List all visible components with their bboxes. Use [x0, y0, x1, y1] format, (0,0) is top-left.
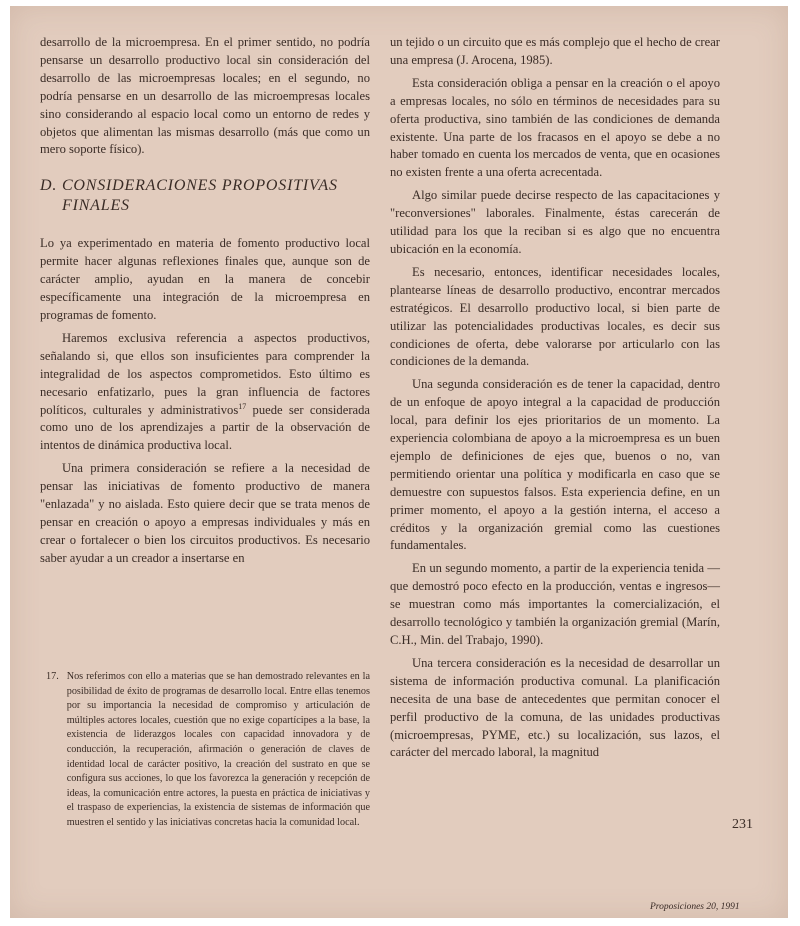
footnote-text: Nos referimos con ello a materias que se han demostrado relevantes en la posibilidad de éxito de programas de desarrollo local. Entre ellas tenemos por su importancia la necesidad de compromiso y articulación de múltiples actores locales, cuestión que no exige copartícipes a la base, la existencia de liderazgos locales con capacidad innovadora y de conducción, la recuperación, afirmación o generación de claves de identidad local de carácter positivo, la creación del sustrato en que se configura sus acciones, lo que los favorezca la generación y recepción de ideas, la comunicación entre actores, la puesta en práctica de iniciativas y el traspaso de experiencias, la existencia de sistemas de información que muestren el sentido y las iniciativas concretas hacia la comunidad local. [66, 671, 370, 828]
paragraph: desarrollo de la microempresa. En el primer sentido, no podría pensarse un desarrollo productivo local sin consideración del desarrollo de las microempresas locales; en el segundo, no podría pensarse en un desarrollo de las microempresas locales sino considerando al espacio local como un entorno de redes y objetos que alimentan las mismas desarrollo (más que como un mero soporte físico). [40, 35, 370, 157]
section-heading-line-2: FINALES [62, 197, 130, 215]
left-column [40, 34, 370, 568]
running-footer: Proposiciones 20, 1991 [650, 902, 740, 912]
paragraph: Algo similar puede decirse respecto de las capacitaciones y "reconversiones" laborales. Finalmente, éstas carecerán de utilidad para los que la reciban si es algo que no encuentra ubicación en la economía. [390, 188, 720, 256]
right-column [390, 34, 720, 762]
page-number: 231 [732, 817, 753, 832]
paragraph: Es necesario, entonces, identificar necesidades locales, plantearse líneas de desarrollo productivo, encontrar mercados estratégicos. El desarrollo productivo local, si bien parte de utilizar las potencialidades productivas locales, es decir sus condiciones de oferta, debe valorarse por articularlo con las condiciones de la demanda. [390, 264, 720, 369]
footnote [46, 670, 370, 831]
section-heading-line-1: D. CONSIDERACIONES PROPOSITIVAS [40, 177, 338, 195]
paragraph [40, 330, 370, 455]
paragraph: un tejido o un circuito que es más complejo que el hecho de crear una empresa (J. Arocena, 1985). [390, 35, 720, 67]
section-heading [40, 176, 370, 216]
footnote-number: 17. [46, 671, 59, 682]
paragraph: Esta consideración obliga a pensar en la creación o el apoyo a empresas locales, no sólo en términos de necesidades para su oferta productiva, sino también de las condiciones de demanda existente. Una parte de los fracasos en el apoyo se debe a no haber tomado en cuenta los mercados de venta, que en ocasiones no existen frente a una oferta acrecentada. [390, 75, 720, 180]
document-page [10, 6, 788, 918]
paragraph: En un segundo momento, a partir de la experiencia tenida —que demostró poco efecto en la producción, ventas e ingresos— se muestran como más importantes la comercialización, el desarrollo tecnológico y también la organización gremial (Marín, C.H., Min. del Trabajo, 1990). [390, 561, 720, 647]
paragraph: Lo ya experimentado en materia de fomento productivo local permite hacer algunas reflexiones finales que, aunque son de carácter amplio, ayudan en la manera de concebir específicamente una integración de la microempresa en programas de fomento. [40, 236, 370, 322]
paragraph: Una tercera consideración es la necesidad de desarrollar un sistema de información productiva comunal. La planificación necesita de una base de antecedentes que permitan conocer el perfil productivo de la comuna, de las unidades productivas (microempresas, PYME, etc.) su localización, sus lazos, el carácter del mercado laboral, la magnitud [390, 655, 720, 760]
paragraph-text: Haremos exclusiva referencia a aspectos productivos, señalando si, que ellos son insuficientes para comprender la integralidad de los aspectos comprometidos. Esto último es necesario enfatizarlo, pues la gran influencia de factores políticos, culturales y administrativos [40, 330, 370, 417]
paragraph: Una primera consideración se refiere a la necesidad de pensar las iniciativas de fomento productivo de manera "enlazada" y no aislada. Esto quiere decir que se trata menos de pensar en creación o apoyo a empresas individuales y más en crear o fortalecer o bien los circuitos productivos. Es necesario saber ayudar a un creador a insertarse en [40, 461, 370, 565]
footnote-reference: 17 [238, 401, 247, 411]
paragraph: Una segunda consideración es de tener la capacidad, dentro de un enfoque de apoyo integral a la capacidad de producción local, para definir los ejes prioritarios de un momento. La experiencia colombiana de apoyo a la microempresa es un buen ejemplo de definiciones de ejes que, buenos o no, van permitiendo orientar una política y modificarla en caso que se demuestre con supuestos falsos. Esta experiencia define, en un primer momento, el apoyo a la gestión interna, el acceso a créditos y la organización gremial como las cuestiones fundamentales. [390, 377, 720, 553]
paragraph-text: puede ser considerada como uno de los aprendizajes a partir de la observación de intentos de dinámica productiva local. [40, 402, 370, 453]
